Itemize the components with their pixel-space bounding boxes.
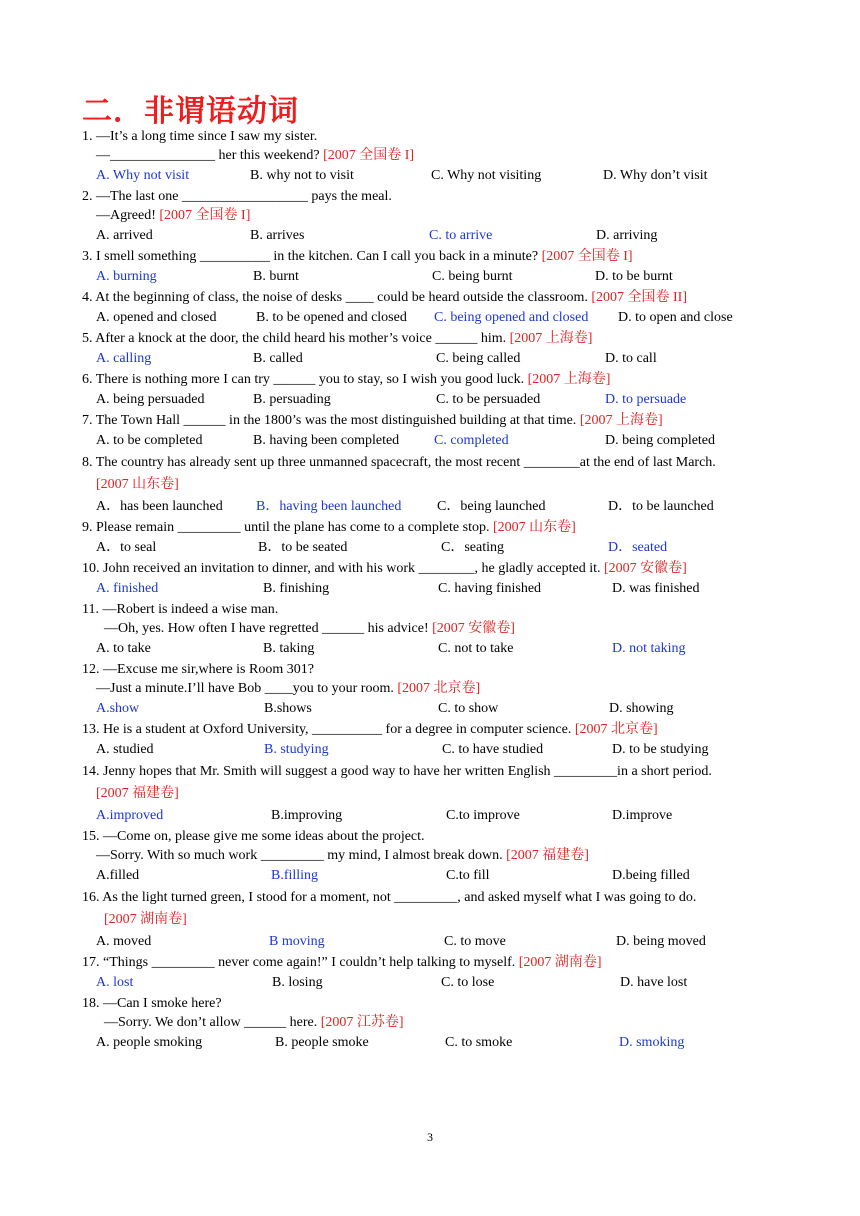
question-stem: [82, 247, 782, 266]
option: B. why not to visit: [250, 168, 354, 183]
option: B. to be opened and closed: [256, 310, 407, 325]
option: C.to improve: [446, 808, 520, 823]
source-tag: [2007 湖南卷]: [515, 955, 602, 970]
options-row: [82, 537, 782, 559]
question-stem: [82, 994, 782, 1013]
option: B. called: [253, 351, 303, 366]
stem-text: 14. Jenny hopes that Mr. Smith will suggest a good way to have her written English _________in a short period.: [82, 764, 712, 779]
answer-option: C. being opened and closed: [434, 310, 589, 325]
question-11: [82, 600, 782, 660]
stem-text: 17. “Things _________ never come again!” I couldn’t help talking to myself.: [82, 955, 516, 970]
source-tag: [2007 福建卷]: [502, 848, 589, 863]
question-stem-line: [82, 206, 782, 225]
source-tag: [2007 安徽卷]: [428, 621, 515, 636]
answer-option: B.filling: [271, 868, 319, 883]
option: C.to fill: [446, 868, 490, 883]
stem-text: 9. Please remain _________ until the plane has come to a complete stop.: [82, 520, 490, 535]
answer-option: C. to arrive: [429, 228, 493, 243]
stem-text: —Oh, yes. How often I have regretted ______ his advice!: [104, 621, 429, 636]
question-3: [82, 247, 782, 288]
options-row: [82, 739, 782, 761]
option: C. to have studied: [442, 742, 544, 757]
option: D. being completed: [605, 433, 716, 448]
source-tag: [2007 北京卷]: [393, 681, 481, 696]
question-stem-line: [82, 679, 782, 698]
options-row: [82, 430, 782, 452]
option: B. finishing: [263, 581, 330, 596]
option: C．being launched: [437, 499, 546, 514]
answer-option: A.show: [96, 701, 140, 716]
option: B.shows: [264, 701, 312, 716]
source-tag: [2007 全国卷 I]: [538, 249, 633, 264]
options-row: [82, 225, 782, 247]
option: A. being persuaded: [96, 392, 205, 407]
options-row: [82, 348, 782, 370]
section-title: 二．非谓语动词: [82, 94, 299, 129]
question-stem-line: [82, 619, 782, 638]
source-tag: [2007 北京卷]: [571, 722, 658, 737]
option: A.filled: [96, 868, 140, 883]
answer-option: D. smoking: [619, 1035, 685, 1050]
stem-text: —Agreed!: [96, 208, 156, 223]
option: A. to take: [96, 641, 151, 656]
option: A. studied: [96, 742, 154, 757]
stem-text: 5. After a knock at the door, the child heard his mother’s voice ______ him.: [82, 331, 507, 346]
stem-text: 16. As the light turned green, I stood for a moment, not _________, and asked myself what I was going to do.: [82, 890, 697, 905]
option: D.being filled: [612, 868, 690, 883]
option: B. having been completed: [253, 433, 400, 448]
options-row: [82, 931, 782, 953]
question-stem-line: [82, 846, 782, 865]
option: D.improve: [612, 808, 673, 823]
question-stem: [82, 600, 782, 619]
option: C．seating: [441, 540, 504, 555]
question-9: [82, 518, 782, 559]
question-list: [82, 127, 782, 1054]
question-stem: [82, 559, 782, 578]
question-stem-line: [82, 146, 782, 165]
question-13: [82, 720, 782, 761]
source-tag: [2007 山东卷]: [96, 477, 179, 492]
question-8: [82, 452, 782, 518]
question-stem: [82, 720, 782, 739]
question-6: [82, 370, 782, 411]
source-tag: [2007 湖南卷]: [104, 912, 187, 927]
option: D. have lost: [620, 975, 688, 990]
source-tag: [2007 全国卷 I]: [155, 208, 251, 223]
stem-text: 10. John received an invitation to dinner, and with his work ________, he gladly accepted it.: [82, 561, 601, 576]
option: A. arrived: [96, 228, 153, 243]
answer-option: A. burning: [96, 269, 157, 284]
stem-text: 3. I smell something __________ in the kitchen. Can I call you back in a minute?: [82, 249, 539, 264]
option: A. to be completed: [96, 433, 203, 448]
option: C. to move: [444, 934, 506, 949]
option: D. was finished: [612, 581, 700, 596]
stem-text: 13. He is a student at Oxford University, __________ for a degree in computer science.: [82, 722, 572, 737]
option: A．to seal: [96, 540, 157, 555]
answer-option: B. studying: [264, 742, 329, 757]
option: B.improving: [271, 808, 343, 823]
answer-option: A. finished: [96, 581, 159, 596]
question-5: [82, 329, 782, 370]
question-14: [82, 761, 782, 827]
options-row: [82, 1032, 782, 1054]
option: C. having finished: [438, 581, 542, 596]
option: A. moved: [96, 934, 152, 949]
options-row: [82, 165, 782, 187]
option: D. to call: [605, 351, 657, 366]
answer-option: B moving: [269, 934, 325, 949]
stem-text: —Sorry. With so much work _________ my mind, I almost break down.: [96, 848, 503, 863]
options-row: [82, 578, 782, 600]
question-stem: [82, 887, 782, 931]
option: A．has been launched: [96, 499, 223, 514]
source-tag: [2007 上海卷]: [506, 331, 593, 346]
source-tag: [2007 安徽卷]: [600, 561, 687, 576]
stem-text: —_______________ her this weekend?: [96, 148, 320, 163]
options-row: [82, 805, 782, 827]
options-row: [82, 389, 782, 411]
question-stem: [82, 370, 782, 389]
question-17: [82, 953, 782, 994]
answer-option: D．seated: [608, 540, 668, 555]
options-row: [82, 972, 782, 994]
stem-text: 4. At the beginning of class, the noise of desks ____ could be heard outside the classroom.: [82, 290, 588, 305]
option: D. to open and close: [618, 310, 733, 325]
option: D．to be launched: [608, 499, 714, 514]
page-number: 3: [427, 1130, 433, 1144]
question-stem: [82, 411, 782, 430]
option: B. persuading: [253, 392, 331, 407]
answer-option: A. Why not visit: [96, 168, 190, 183]
stem-text: 2. —The last one __________________ pays the meal.: [82, 189, 392, 204]
stem-text: 11. —Robert is indeed a wise man.: [82, 602, 279, 617]
stem-text: 18. —Can I smoke here?: [82, 996, 222, 1011]
stem-text: 15. —Come on, please give me some ideas about the project.: [82, 829, 425, 844]
options-row: [82, 307, 782, 329]
option: C. to smoke: [445, 1035, 513, 1050]
question-stem: [82, 127, 782, 146]
answer-option: B．having been launched: [256, 499, 402, 514]
answer-option: A.improved: [96, 808, 164, 823]
question-12: [82, 660, 782, 720]
option: D. Why don’t visit: [603, 168, 708, 183]
options-row: [82, 698, 782, 720]
question-stem: [82, 953, 782, 972]
option: C. to be persuaded: [436, 392, 541, 407]
question-stem: [82, 288, 782, 307]
options-row: [82, 266, 782, 288]
stem-text: 1. —It’s a long time since I saw my sister.: [82, 129, 318, 144]
option: D. to be studying: [612, 742, 709, 757]
option: B．to be seated: [258, 540, 348, 555]
option: B. arrives: [250, 228, 305, 243]
question-7: [82, 411, 782, 452]
stem-text: 12. —Excuse me sir,where is Room 301?: [82, 662, 314, 677]
question-16: [82, 887, 782, 953]
option: B. people smoke: [275, 1035, 369, 1050]
source-tag: [2007 福建卷]: [96, 786, 179, 801]
question-stem: [82, 518, 782, 537]
question-stem: [82, 187, 782, 206]
option: C. being burnt: [432, 269, 513, 284]
question-4: [82, 288, 782, 329]
answer-option: A. calling: [96, 351, 152, 366]
option: A. people smoking: [96, 1035, 203, 1050]
question-stem: [82, 452, 782, 496]
options-row: [82, 496, 782, 518]
question-stem: [82, 827, 782, 846]
source-tag: [2007 全国卷 II]: [587, 290, 688, 305]
options-row: [82, 865, 782, 887]
question-stem: [82, 761, 782, 805]
source-tag: [2007 全国卷 I]: [319, 148, 415, 163]
option: B. burnt: [253, 269, 299, 284]
option: D. showing: [609, 701, 674, 716]
question-1: [82, 127, 782, 187]
question-10: [82, 559, 782, 600]
option: C. to lose: [441, 975, 495, 990]
question-2: [82, 187, 782, 247]
option: A. opened and closed: [96, 310, 217, 325]
stem-text: —Just a minute.I’ll have Bob ____you to your room.: [96, 681, 394, 696]
question-15: [82, 827, 782, 887]
stem-text: 7. The Town Hall ______ in the 1800’s was the most distinguished building at that time.: [82, 413, 577, 428]
question-18: [82, 994, 782, 1054]
source-tag: [2007 山东卷]: [489, 520, 576, 535]
option: C. to show: [438, 701, 499, 716]
option: D. arriving: [596, 228, 658, 243]
source-tag: [2007 江苏卷]: [317, 1015, 404, 1030]
option: D. to be burnt: [595, 269, 673, 284]
question-stem: [82, 329, 782, 348]
answer-option: D. to persuade: [605, 392, 687, 407]
option: B. losing: [272, 975, 323, 990]
source-tag: [2007 上海卷]: [524, 372, 611, 387]
answer-option: D. not taking: [612, 641, 686, 656]
answer-option: C. completed: [434, 433, 509, 448]
option: D. being moved: [616, 934, 706, 949]
stem-text: 6. There is nothing more I can try ______ you to stay, so I wish you good luck.: [82, 372, 525, 387]
stem-text: 8. The country has already sent up three unmanned spacecraft, the most recent ________at the end of last March.: [82, 455, 716, 470]
option: C. not to take: [438, 641, 514, 656]
option: B. taking: [263, 641, 315, 656]
stem-text: —Sorry. We don’t allow ______ here.: [104, 1015, 318, 1030]
answer-option: A. lost: [96, 975, 134, 990]
question-stem-line: [82, 1013, 782, 1032]
option: C. Why not visiting: [431, 168, 542, 183]
source-tag: [2007 上海卷]: [576, 413, 663, 428]
option: C. being called: [436, 351, 521, 366]
options-row: [82, 638, 782, 660]
question-stem: [82, 660, 782, 679]
